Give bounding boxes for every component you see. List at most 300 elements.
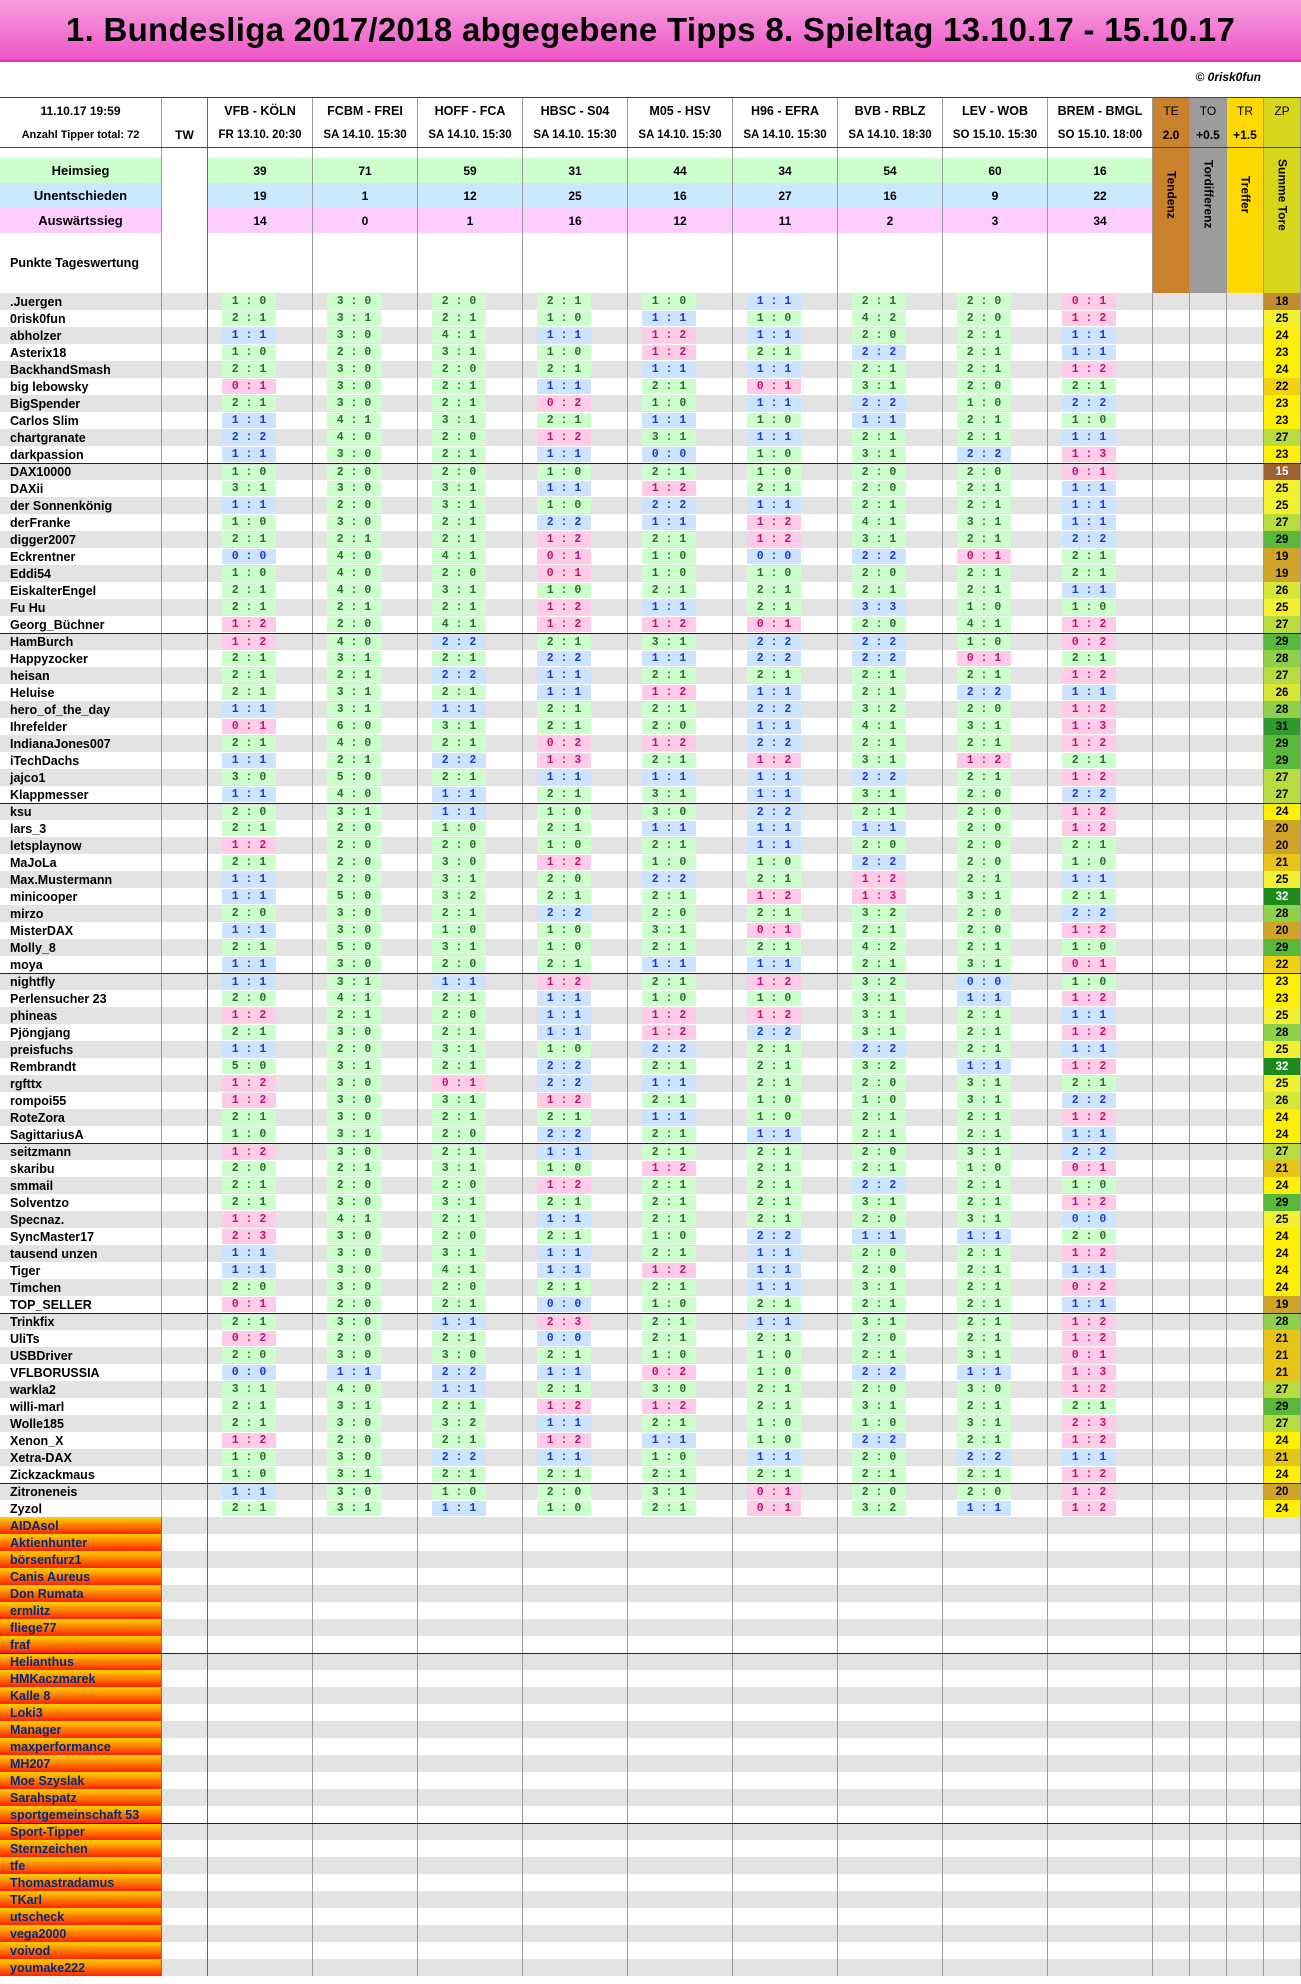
tip-value: 2 : 1 <box>222 396 276 411</box>
tip-value: 1 : 1 <box>642 821 696 836</box>
tip-value: 1 : 2 <box>222 838 276 853</box>
tip-value: 2 : 1 <box>957 1110 1011 1125</box>
tip-value: 3 : 1 <box>432 498 486 513</box>
tip-value: 3 : 1 <box>432 1195 486 1210</box>
tip-value: 2 : 1 <box>537 635 591 650</box>
zp-value: 20 <box>1264 1484 1301 1500</box>
tip-value: 1 : 0 <box>747 1365 801 1380</box>
tip-value: 1 : 0 <box>642 1297 696 1312</box>
stats-value: 31 <box>523 158 628 183</box>
tipper-row <box>0 871 1301 888</box>
tip-value: 2 : 3 <box>537 1315 591 1330</box>
tipper-row <box>0 310 1301 327</box>
tip-value: 0 : 0 <box>642 447 696 462</box>
tip-value: 1 : 0 <box>222 1467 276 1482</box>
tip-value: 0 : 0 <box>222 1365 276 1380</box>
match-teams: HBSC - S04 <box>523 98 628 123</box>
tip-value: 1 : 0 <box>642 396 696 411</box>
tip-value: 2 : 2 <box>537 651 591 666</box>
tip-value: 2 : 1 <box>222 1315 276 1330</box>
tip-value: 2 : 1 <box>747 345 801 360</box>
zp-value: 24 <box>1264 804 1301 820</box>
stats-value: 1 <box>418 208 523 233</box>
stats-value: 0 <box>313 208 418 233</box>
tip-value: 1 : 0 <box>537 465 591 480</box>
stats-row-auswaertssieg <box>0 208 1301 233</box>
tip-value: 2 : 0 <box>852 328 906 343</box>
tip-value: 1 : 1 <box>747 430 801 445</box>
tip-value: 1 : 2 <box>1062 1025 1116 1040</box>
zp-value: 20 <box>1264 922 1301 939</box>
stats-value: 11 <box>733 208 838 233</box>
tip-value: 2 : 2 <box>852 1433 906 1448</box>
stats-value: 14 <box>208 208 313 233</box>
tipper-name: smmail <box>0 1177 162 1194</box>
tip-value: 1 : 1 <box>747 1280 801 1295</box>
zp-value: 24 <box>1264 327 1301 344</box>
tip-value: 3 : 1 <box>432 1246 486 1261</box>
tip-value: 4 : 0 <box>327 787 381 802</box>
tip-value: 3 : 0 <box>327 1348 381 1363</box>
tip-value: 1 : 1 <box>642 515 696 530</box>
tip-value: 1 : 0 <box>747 465 801 480</box>
tipper-name: IndianaJones007 <box>0 735 162 752</box>
tip-value: 1 : 1 <box>1062 1127 1116 1142</box>
tip-value: 2 : 2 <box>747 736 801 751</box>
tip-value: 2 : 2 <box>747 651 801 666</box>
stats-row-unentschieden <box>0 183 1301 208</box>
missing-tipper-row <box>0 1789 1301 1806</box>
tip-value: 1 : 2 <box>222 1076 276 1091</box>
tipper-name: Rembrandt <box>0 1058 162 1075</box>
tip-value: 2 : 1 <box>432 991 486 1006</box>
tip-value: 3 : 1 <box>327 702 381 717</box>
tip-value: 3 : 1 <box>642 430 696 445</box>
tip-value: 2 : 0 <box>222 1280 276 1295</box>
tip-value: 4 : 1 <box>327 991 381 1006</box>
tip-value: 2 : 1 <box>747 1161 801 1176</box>
stats-label: Auswärtssieg <box>0 208 162 233</box>
tip-value: 3 : 1 <box>327 1501 381 1516</box>
zp-value: 24 <box>1264 1500 1301 1517</box>
tip-value: 1 : 2 <box>747 975 801 990</box>
tip-value: 2 : 0 <box>327 1178 381 1193</box>
tip-value: 2 : 0 <box>222 1348 276 1363</box>
tip-value: 1 : 0 <box>747 855 801 870</box>
tip-value: 2 : 0 <box>432 1178 486 1193</box>
tip-value: 3 : 0 <box>327 906 381 921</box>
tipper-row <box>0 1007 1301 1024</box>
tip-value: 2 : 1 <box>747 668 801 683</box>
tip-value: 2 : 1 <box>957 1246 1011 1261</box>
tipper-row <box>0 1228 1301 1245</box>
header-row-kickoff <box>0 123 1301 148</box>
tipper-row <box>0 1092 1301 1109</box>
tip-value: 3 : 1 <box>327 805 381 820</box>
missing-tipper-name: Sarahspatz <box>10 1790 77 1805</box>
tip-value: 2 : 1 <box>747 1059 801 1074</box>
missing-tipper-name: HMKaczmarek <box>10 1671 96 1686</box>
tip-value: 1 : 1 <box>642 362 696 377</box>
tipper-name: Eckrentner <box>0 548 162 565</box>
tip-value: 1 : 1 <box>222 787 276 802</box>
tip-value: 0 : 1 <box>957 549 1011 564</box>
zp-value: 19 <box>1264 548 1301 565</box>
tip-value: 1 : 0 <box>222 465 276 480</box>
tip-value: 1 : 1 <box>747 328 801 343</box>
missing-tipper-row <box>0 1857 1301 1874</box>
tip-value: 3 : 0 <box>327 957 381 972</box>
tipper-name: iTechDachs <box>0 752 162 769</box>
tip-value: 2 : 1 <box>957 1127 1011 1142</box>
tip-value: 2 : 1 <box>957 1315 1011 1330</box>
tip-value: 2 : 0 <box>327 617 381 632</box>
zp-value: 29 <box>1264 1398 1301 1415</box>
tip-value: 1 : 1 <box>537 1416 591 1431</box>
tip-value: 1 : 1 <box>1062 328 1116 343</box>
tip-value: 3 : 1 <box>432 345 486 360</box>
tip-value: 0 : 1 <box>222 1297 276 1312</box>
tip-value: 2 : 0 <box>852 465 906 480</box>
tipper-row <box>0 429 1301 446</box>
zp-value: 27 <box>1264 769 1301 786</box>
tip-value: 1 : 1 <box>1062 1008 1116 1023</box>
tip-value: 4 : 2 <box>852 940 906 955</box>
tip-value: 3 : 2 <box>852 906 906 921</box>
tipper-name: .Juergen <box>0 293 162 310</box>
tip-value: 2 : 2 <box>537 515 591 530</box>
tip-value: 1 : 2 <box>222 1145 276 1160</box>
tipper-name: SyncMaster17 <box>0 1228 162 1245</box>
tip-value: 1 : 2 <box>1062 1110 1116 1125</box>
tip-value: 1 : 0 <box>957 600 1011 615</box>
tip-value: 0 : 2 <box>222 1331 276 1346</box>
zp-value: 19 <box>1264 1296 1301 1313</box>
tip-value: 2 : 1 <box>432 770 486 785</box>
tip-value: 0 : 1 <box>1062 957 1116 972</box>
tip-value: 1 : 2 <box>642 685 696 700</box>
tipper-row <box>0 990 1301 1007</box>
tip-value: 3 : 0 <box>327 1280 381 1295</box>
tip-value: 2 : 1 <box>957 1042 1011 1057</box>
tip-value: 3 : 1 <box>327 1467 381 1482</box>
tip-value: 2 : 0 <box>222 1161 276 1176</box>
missing-tipper-row <box>0 1908 1301 1925</box>
tip-value: 2 : 2 <box>537 1059 591 1074</box>
tip-value: 1 : 1 <box>1062 1297 1116 1312</box>
tip-value: 5 : 0 <box>222 1059 276 1074</box>
missing-tipper-name: Don Rumata <box>10 1586 84 1601</box>
zp-value: 19 <box>1264 565 1301 582</box>
tip-value: 1 : 1 <box>537 668 591 683</box>
tip-value: 2 : 1 <box>537 1348 591 1363</box>
tip-value: 3 : 1 <box>642 923 696 938</box>
missing-tipper-row <box>0 1721 1301 1738</box>
tip-value: 0 : 0 <box>1062 1212 1116 1227</box>
tip-value: 2 : 2 <box>957 685 1011 700</box>
tipper-name: preisfuchs <box>0 1041 162 1058</box>
missing-tipper-row <box>0 1653 1301 1670</box>
tipper-name: lars_3 <box>0 820 162 837</box>
missing-tipper-row <box>0 1874 1301 1891</box>
tip-value: 2 : 1 <box>957 1433 1011 1448</box>
zp-value: 27 <box>1264 514 1301 531</box>
stats-value: 16 <box>628 183 733 208</box>
tip-value: 2 : 0 <box>327 1042 381 1057</box>
tip-value: 1 : 2 <box>1062 1331 1116 1346</box>
tip-value: 1 : 0 <box>1062 940 1116 955</box>
match-teams: HOFF - FCA <box>418 98 523 123</box>
tip-value: 1 : 1 <box>222 957 276 972</box>
zp-value: 25 <box>1264 310 1301 327</box>
missing-tipper-row <box>0 1517 1301 1534</box>
tip-value: 0 : 1 <box>1062 1161 1116 1176</box>
tip-value: 1 : 3 <box>852 889 906 904</box>
tipper-row <box>0 718 1301 735</box>
tip-value: 2 : 0 <box>957 465 1011 480</box>
tipper-name: tausend unzen <box>0 1245 162 1262</box>
zp-value: 21 <box>1264 1160 1301 1177</box>
tip-value: 1 : 0 <box>957 396 1011 411</box>
tip-value: 2 : 1 <box>222 600 276 615</box>
tip-value: 3 : 1 <box>957 1076 1011 1091</box>
missing-tipper-name: Sport-Tipper <box>10 1825 85 1839</box>
tip-value: 1 : 1 <box>222 1485 276 1500</box>
tip-value: 1 : 1 <box>642 413 696 428</box>
tipper-name: UliTs <box>0 1330 162 1347</box>
tip-value: 1 : 1 <box>642 600 696 615</box>
tip-value: 1 : 0 <box>537 923 591 938</box>
tip-value: 1 : 2 <box>1062 1501 1116 1516</box>
tip-value: 2 : 1 <box>957 498 1011 513</box>
tipper-name: DAX10000 <box>0 464 162 480</box>
tip-value: 2 : 1 <box>957 345 1011 360</box>
tip-value: 2 : 1 <box>852 1110 906 1125</box>
tip-value: 0 : 1 <box>747 923 801 938</box>
tip-value: 2 : 1 <box>327 600 381 615</box>
tip-value: 3 : 0 <box>327 1195 381 1210</box>
zp-value: 29 <box>1264 531 1301 548</box>
tip-value: 1 : 0 <box>747 1348 801 1363</box>
tip-value: 3 : 1 <box>642 635 696 650</box>
tipper-row <box>0 973 1301 990</box>
tip-value: 2 : 1 <box>432 1025 486 1040</box>
tip-value: 1 : 1 <box>957 991 1011 1006</box>
tip-value: 3 : 1 <box>852 753 906 768</box>
tip-value: 1 : 2 <box>1062 668 1116 683</box>
tip-value: 1 : 1 <box>537 379 591 394</box>
tip-value: 2 : 0 <box>432 294 486 309</box>
tip-value: 2 : 1 <box>642 1280 696 1295</box>
tip-value: 4 : 1 <box>327 1212 381 1227</box>
tipper-name: Tiger <box>0 1262 162 1279</box>
tip-value: 1 : 2 <box>1062 770 1116 785</box>
tip-value: 1 : 1 <box>747 498 801 513</box>
tip-value: 4 : 1 <box>852 515 906 530</box>
tip-value: 4 : 0 <box>327 635 381 650</box>
tipper-row <box>0 1432 1301 1449</box>
tip-value: 4 : 1 <box>852 719 906 734</box>
tip-value: 1 : 1 <box>747 1315 801 1330</box>
zp-value: 27 <box>1264 1415 1301 1432</box>
tip-value: 1 : 2 <box>1062 1315 1116 1330</box>
stats-value: 71 <box>313 158 418 183</box>
tipper-name: Georg_Büchner <box>0 616 162 633</box>
tip-value: 2 : 1 <box>852 805 906 820</box>
missing-tipper-name: sportgemeinschaft 53 <box>10 1807 140 1822</box>
tip-value: 2 : 1 <box>642 1127 696 1142</box>
tip-value: 1 : 1 <box>642 311 696 326</box>
zp-value: 24 <box>1264 1432 1301 1449</box>
zp-value: 22 <box>1264 956 1301 973</box>
tipper-row <box>0 548 1301 565</box>
tip-value: 1 : 2 <box>1062 311 1116 326</box>
tip-value: 2 : 1 <box>432 651 486 666</box>
tip-value: 3 : 0 <box>327 362 381 377</box>
tip-value: 2 : 1 <box>852 668 906 683</box>
zp-value: 27 <box>1264 1381 1301 1398</box>
tip-value: 2 : 1 <box>537 362 591 377</box>
tip-value: 3 : 1 <box>957 1212 1011 1227</box>
tip-value: 1 : 0 <box>537 345 591 360</box>
tipper-name: Xetra-DAX <box>0 1449 162 1466</box>
tip-value: 3 : 1 <box>957 889 1011 904</box>
tip-value: 2 : 1 <box>432 1297 486 1312</box>
tipper-row <box>0 1194 1301 1211</box>
tip-value: 2 : 1 <box>537 821 591 836</box>
tipper-row <box>0 599 1301 616</box>
tipper-name: Happyzocker <box>0 650 162 667</box>
tip-value: 1 : 1 <box>222 753 276 768</box>
zp-value: 28 <box>1264 1314 1301 1330</box>
tip-value: 1 : 0 <box>957 1161 1011 1176</box>
tip-value: 2 : 1 <box>957 940 1011 955</box>
tipper-row <box>0 1041 1301 1058</box>
tip-value: 1 : 0 <box>1062 975 1116 990</box>
tip-value: 2 : 1 <box>957 481 1011 496</box>
missing-tipper-name: Aktienhunter <box>10 1535 88 1550</box>
tip-value: 3 : 2 <box>852 1501 906 1516</box>
missing-tipper-name: Loki3 <box>10 1705 43 1720</box>
missing-tipper-row <box>0 1551 1301 1568</box>
tip-value: 1 : 1 <box>1062 430 1116 445</box>
stats-value: 59 <box>418 158 523 183</box>
tip-value: 1 : 0 <box>537 1501 591 1516</box>
tip-value: 1 : 1 <box>537 770 591 785</box>
tip-value: 1 : 1 <box>432 1501 486 1516</box>
tip-value: 3 : 1 <box>957 957 1011 972</box>
tip-value: 2 : 1 <box>432 1212 486 1227</box>
tip-value: 2 : 2 <box>957 447 1011 462</box>
tip-value: 1 : 3 <box>1062 719 1116 734</box>
tipper-row <box>0 1075 1301 1092</box>
tip-value: 3 : 1 <box>327 1059 381 1074</box>
stats-value: 39 <box>208 158 313 183</box>
tip-value: 1 : 2 <box>1062 362 1116 377</box>
missing-tipper-name: tfe <box>10 1858 26 1873</box>
tip-value: 2 : 1 <box>747 1399 801 1414</box>
zp-value: 26 <box>1264 582 1301 599</box>
tip-value: 2 : 1 <box>852 1127 906 1142</box>
match-teams: M05 - HSV <box>628 98 733 123</box>
points-label: Punkte Tageswertung <box>0 233 162 293</box>
tip-value: 2 : 2 <box>432 1365 486 1380</box>
tip-value: 1 : 2 <box>642 1161 696 1176</box>
tip-value: 1 : 2 <box>222 617 276 632</box>
tip-value: 1 : 1 <box>537 1263 591 1278</box>
tipper-row <box>0 803 1301 820</box>
tipper-name: 0risk0fun <box>0 310 162 327</box>
tip-value: 0 : 1 <box>1062 1348 1116 1363</box>
tip-value: 2 : 0 <box>852 1485 906 1500</box>
zp-value: 24 <box>1264 361 1301 378</box>
tip-value: 1 : 0 <box>642 1348 696 1363</box>
tipper-name: phineas <box>0 1007 162 1024</box>
tr-label: Treffer <box>1238 175 1253 214</box>
tip-value: 2 : 1 <box>222 685 276 700</box>
tip-value: 2 : 2 <box>642 872 696 887</box>
tip-value: 1 : 0 <box>222 515 276 530</box>
zp-value: 25 <box>1264 1211 1301 1228</box>
tipper-row <box>0 701 1301 718</box>
tip-value: 4 : 0 <box>327 583 381 598</box>
tipper-name: Specnaz. <box>0 1211 162 1228</box>
tip-value: 3 : 1 <box>222 1382 276 1397</box>
missing-tipper-row <box>0 1755 1301 1772</box>
tip-value: 1 : 1 <box>747 821 801 836</box>
tip-value: 2 : 1 <box>747 940 801 955</box>
zp-value: 23 <box>1264 974 1301 990</box>
tipper-name: abholzer <box>0 327 162 344</box>
tipper-row <box>0 854 1301 871</box>
tipper-name: nightfly <box>0 974 162 990</box>
tipper-row <box>0 1126 1301 1143</box>
tip-value: 2 : 1 <box>642 1178 696 1193</box>
tipper-name: Xenon_X <box>0 1432 162 1449</box>
tipper-name: darkpassion <box>0 446 162 463</box>
tip-value: 2 : 0 <box>432 566 486 581</box>
tip-value: 0 : 1 <box>1062 294 1116 309</box>
tip-value: 1 : 0 <box>642 1229 696 1244</box>
zp-value: 26 <box>1264 1092 1301 1109</box>
tip-value: 3 : 1 <box>957 1416 1011 1431</box>
tip-value: 1 : 0 <box>537 838 591 853</box>
tipper-row <box>0 1381 1301 1398</box>
tipper-name: BigSpender <box>0 395 162 412</box>
tip-value: 1 : 2 <box>1062 821 1116 836</box>
zp-value: 31 <box>1264 718 1301 735</box>
tip-value: 2 : 1 <box>957 1297 1011 1312</box>
zp-value: 23 <box>1264 395 1301 412</box>
tip-value: 2 : 2 <box>642 1042 696 1057</box>
tip-value: 2 : 0 <box>957 805 1011 820</box>
tipper-name: Wolle185 <box>0 1415 162 1432</box>
tipper-row <box>0 1347 1301 1364</box>
tip-value: 1 : 1 <box>222 328 276 343</box>
tipper-row <box>0 1279 1301 1296</box>
tip-value: 1 : 1 <box>537 1145 591 1160</box>
tip-value: 2 : 1 <box>852 1161 906 1176</box>
tip-value: 2 : 1 <box>957 1008 1011 1023</box>
zp-value: 24 <box>1264 1126 1301 1143</box>
tip-value: 2 : 0 <box>432 1008 486 1023</box>
tip-value: 1 : 0 <box>747 1416 801 1431</box>
tip-value: 2 : 0 <box>852 1263 906 1278</box>
tip-value: 3 : 1 <box>852 1195 906 1210</box>
tip-value: 1 : 1 <box>1062 481 1116 496</box>
tip-value: 1 : 0 <box>642 294 696 309</box>
tip-value: 1 : 2 <box>642 345 696 360</box>
